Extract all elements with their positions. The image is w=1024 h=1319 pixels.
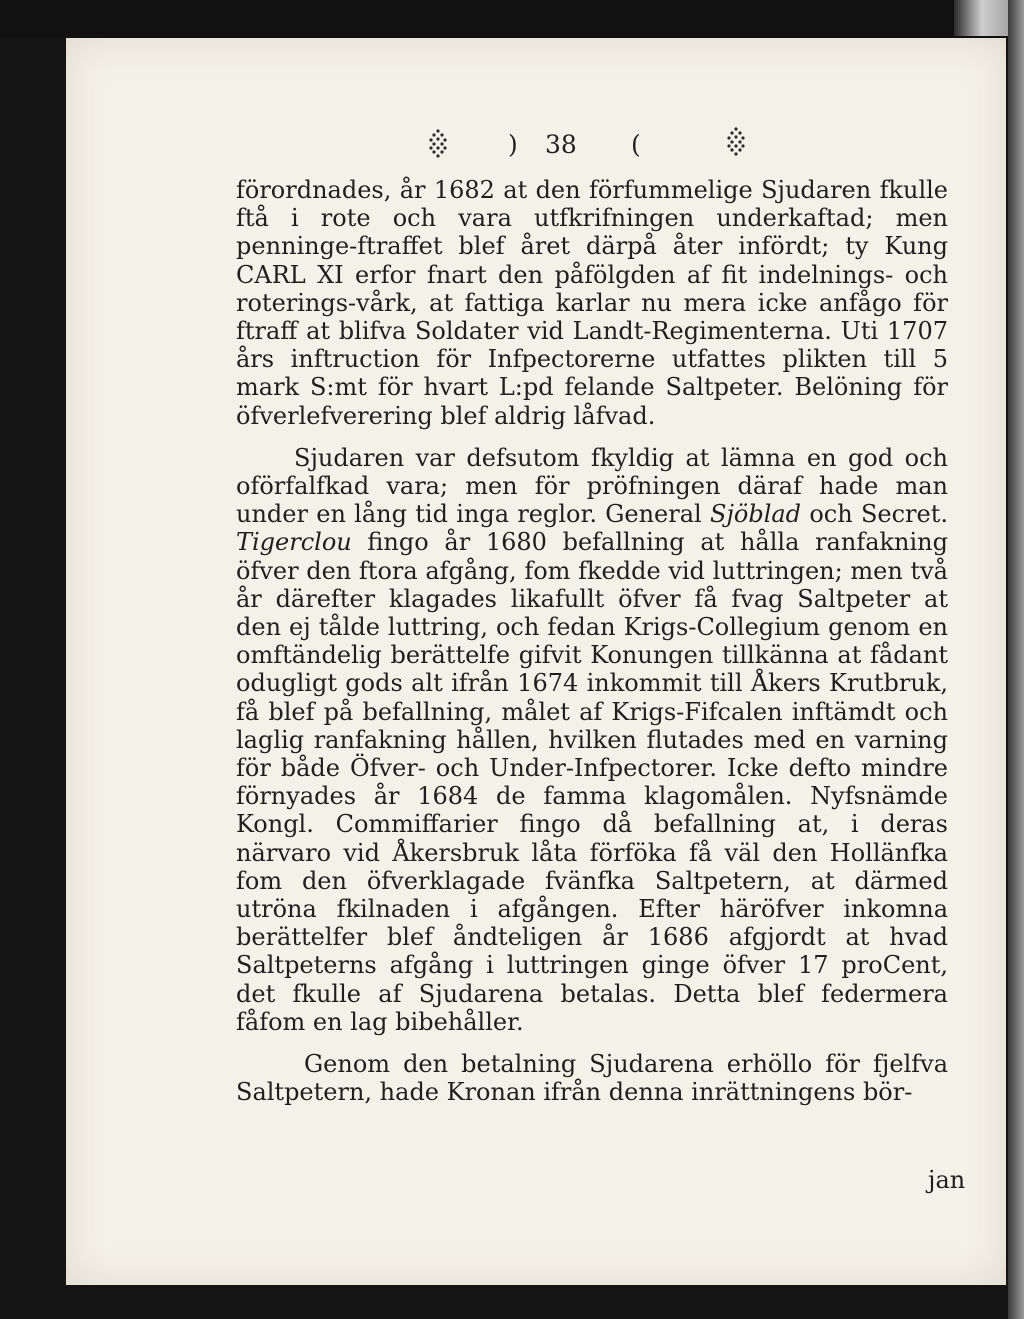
body-text [236,176,948,1107]
paragraph-2 [236,444,948,1036]
name-tigerclou: Tigerclou [236,528,352,557]
header-paren-left: ) [508,130,518,159]
ornament-icon [726,126,746,162]
page-header [66,130,1006,170]
scan-border-right [1008,0,1024,1319]
paragraph-2-part-3: fingo år 1680 befallning at hålla ranfakning öfver den ftora afgång, fom fkedde vid luttringen; men två år därefter klagades likafullt öfver få fvag Saltpeter at den ej tålde luttring, och fedan Krigs-Collegium genom en omftändelig berättelfe gifvit Konungen tillkänna at fådant odugligt gods alt ifrån 1674 inkommit till Åkers Krutbruk, få blef på befallning, målet af Krigs-Fifcalen inftämdt och laglig ranfakning hållen, hvilken flutades med en varning för både Öfver- och Under-Infpectorer. Icke defto mindre förnyades år 1684 de famma klagomålen. Nyfsnämde Kongl. Commiffarier fingo då befallning at, i deras närvaro vid Åkersbruk låta förföka få väl den Hollänfka fom den öfverklagade fvänfka Saltpetern, at därmed utröna fkilnaden i afgången. Efter häröfver inkomna berättelfer blef åndteligen år 1686 afgjordt at hvad Saltpeterns afgång i luttringen ginge öfver 17 proCent, det fkulle af Sjudarena betalas. Detta blef federmera fåfom en lag bibehåller. [236,528,948,1036]
ornament-icon [428,128,448,164]
catchword: jan [928,1166,966,1194]
paragraph-2-part-2: och Secret. [801,500,948,529]
paragraph-1: förordnades, år 1682 at den förfummelige Sjudaren fkulle ftå i rote och vara utfkrifningen underkaftad; men penninge-ftraffet blef året därpå åter infördt; ty Kung CARL XI erfor fnart den påfölgden af fit indelnings- och roterings-vårk, at fattiga karlar nu mera icke anfågo för ftraff at blifva Soldater vid Landt-Regimenterna. Uti 1707 års inftruction för Infpectorerne utfattes plikten till 5 mark S:mt för hvart L:pd felande Saltpeter. Belöning för öfverlefverering blef aldrig låfvad. [236,176,948,430]
page-number: 38 [545,130,577,159]
paragraph-3: Genom den betalning Sjudarena erhöllo för fjelfva Saltpetern, hade Kronan ifrån denna inrättningens bör- [236,1050,948,1107]
paragraph-2-part-1: Sjudaren var defsutom fkyldig at lämna en god och oförfalfkad vara; men för pröfningen däraf hade man under en lång tid inga reglor. General [236,443,948,529]
book-page [66,38,1006,1285]
scan-border-top [0,0,1024,38]
name-sjoblad: Sjöblad [710,500,802,529]
header-paren-right: ( [631,130,641,159]
